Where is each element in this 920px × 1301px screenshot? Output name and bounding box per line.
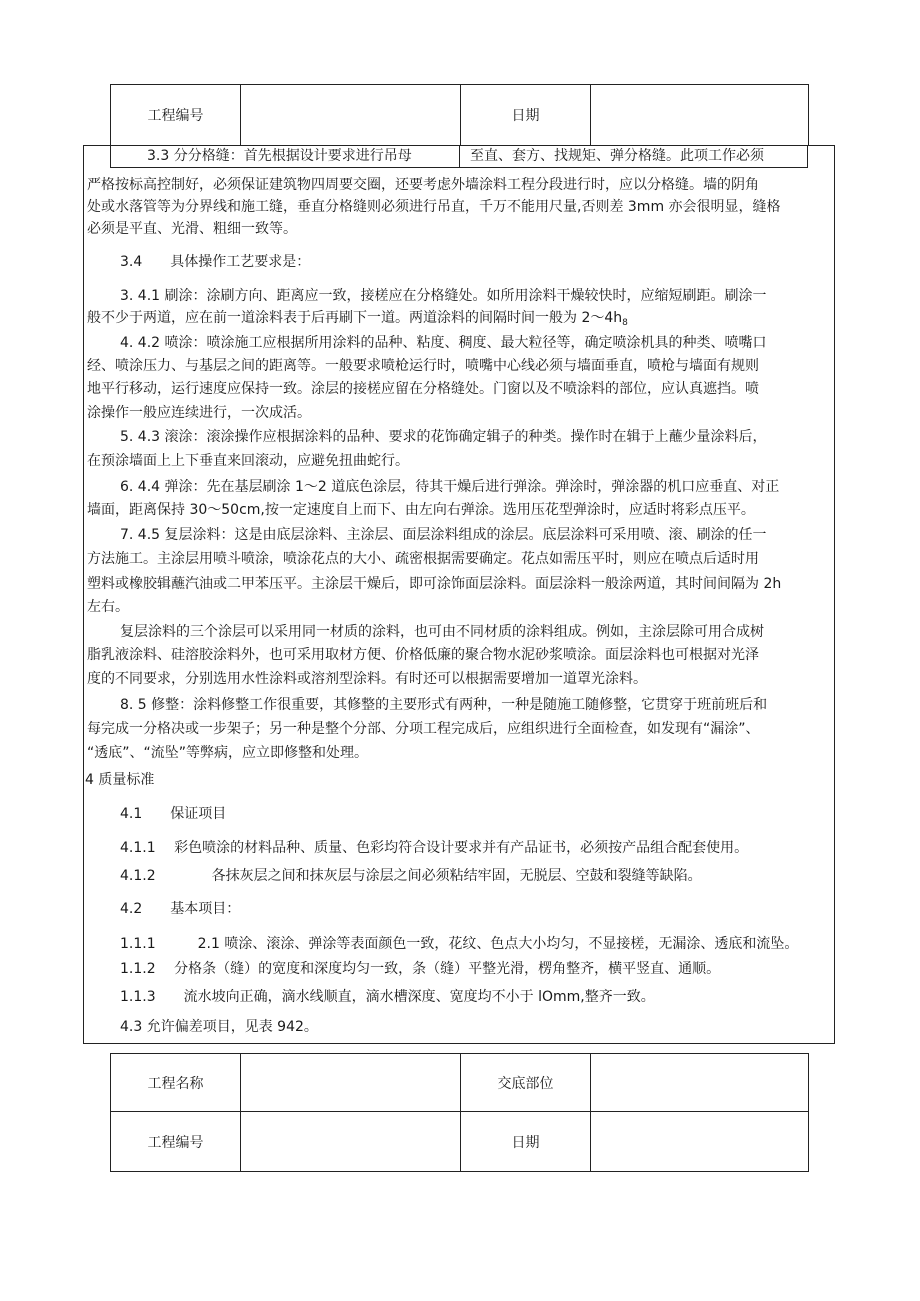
body-line: 经、喷涂压力、与基层之间的距离等。一般要求喷枪运行时，喷嘴中心线必须与墙面垂直，喷枪与墙面有规则 <box>87 358 759 374</box>
split-row-left <box>110 145 460 168</box>
project-number-value[interactable] <box>241 85 461 146</box>
body-line: 7. 4.5 复层涂料：这是由底层涂料、主涂层、面层涂料组成的涂层。底层涂料可采用喷、滚、刷涂的任一 <box>120 527 767 543</box>
body-line: 必须是平直、光滑、粗细一致等。 <box>87 221 297 237</box>
split-left-text: 3.3 分分格缝：首先根据设计要求进行吊母 <box>147 148 412 164</box>
body-line: 1.1.2 分格条（缝）的宽度和深度均匀一致，条（缝）平整光滑，楞角整齐，横平竖直、通顺。 <box>120 961 721 977</box>
body-line: 每完成一分格决或一步架子；另一种是整个分部、分项工程完成后，应组织进行全面检查，如发现有“漏涂”、 <box>87 721 760 737</box>
split-row-right <box>460 145 808 168</box>
body-line: 4.1.2 各抹灰层之间和抹灰层与涂层之间必须粘结牢固，无脱层、空鼓和裂缝等缺陷。 <box>120 868 702 884</box>
body-line: 4.1.1 彩色喷涂的材料品种、质量、色彩均符合设计要求并有产品证书，必须按产品组合配套使用。 <box>120 840 749 856</box>
body-line: 1.1.1 2.1 喷涂、滚涂、弹涂等表面颜色一致，花纹、色点大小均匀，不显接槎，无漏涂、透底和流坠。 <box>120 936 799 952</box>
project-number-value[interactable] <box>241 1112 461 1172</box>
body-line: 在预涂墙面上上下垂直来回滚动，应避免扭曲蛇行。 <box>87 453 409 469</box>
body-line: “透底”、“流坠”等弊病，应立即修整和处理。 <box>87 745 369 761</box>
body-line: 般不少于两道，应在前一道涂料表于后再刷下一道。两道涂料的间隔时间一般为 $2\sim 4h_8$ <box>87 310 628 328</box>
split-right-text: 至直、套方、找规矩、弹分格缝。此项工作必须 <box>470 148 764 164</box>
body-line: 严格按标高控制好，必须保证建筑物四周要交圈，还要考虑外墙涂料工程分段进行时，应以分格缝。墙的阴角 <box>87 177 759 193</box>
body-line: 左右。 <box>87 599 129 615</box>
body-line: 度的不同要求，分别选用水性涂料或溶剂型涂料。有时还可以根据需要增加一道罩光涂料。 <box>87 671 647 687</box>
handover-part-label: 交底部位 <box>461 1054 591 1112</box>
subsection-heading: 4.2 基本项目： <box>120 901 241 917</box>
body-line: 8. 5 修整：涂料修整工作很重要，其修整的主要形式有两种，一种是随施工随修整，它贯穿于班前班后和 <box>120 697 768 713</box>
handover-part-value[interactable] <box>591 1054 809 1112</box>
body-line: 1.1.3 流水坡向正确，滴水线顺直，滴水槽深度、宽度均不小于 lOmm,整齐一致。 <box>120 989 655 1005</box>
subscript-marker: 8 <box>622 318 628 328</box>
section-heading: 4 质量标准 <box>85 772 155 788</box>
header-table <box>110 84 809 146</box>
project-number-label: 工程编号 <box>111 85 241 146</box>
body-line: 3. 4.1 刷涂：涂刷方向、距离应一致，接槎应在分格缝处。如所用涂料干燥较快时，应缩短刷距。刷涂一 <box>120 288 767 304</box>
project-name-value[interactable] <box>241 1054 461 1112</box>
body-line: 脂乳液涂料、硅溶胶涂料外，也可采用取材方便、价格低廉的聚合物水泥砂浆喷涂。面层涂料也可根据对光泽 <box>87 647 759 663</box>
date-label: 日期 <box>461 85 591 146</box>
body-line: 4. 4.2 喷涂：喷涂施工应根据所用涂料的品种、粘度、稠度、最大粒径等，确定喷涂机具的种类、喷嘴口 <box>120 335 767 351</box>
body-line: 塑料或橡胶辑蘸汽油或二甲苯压平。主涂层干燥后，即可涂饰面层涂料。面层涂料一般涂两道，其时间间隔为 2h <box>87 576 782 592</box>
body-line: 墙面，距离保持 30～50cm,按一定速度自上而下、由左向右弹涂。选用压花型弹涂时，应适时将彩点压平。 <box>87 502 755 518</box>
body-line: 方法施工。主涂层用喷斗喷涂，喷涂花点的大小、疏密根据需要确定。花点如需压平时，则应在喷点后适时用 <box>87 551 759 567</box>
project-number-label: 工程编号 <box>111 1112 241 1172</box>
section-heading: 3.4 具体操作工艺要求是： <box>120 254 311 270</box>
body-line: 涂操作一般应连续进行，一次成活。 <box>87 405 311 421</box>
body-line: 复层涂料的三个涂层可以采用同一材质的涂料，也可由不同材质的涂料组成。例如，主涂层除可用合成树 <box>120 624 764 640</box>
project-name-label: 工程名称 <box>111 1054 241 1112</box>
date-label: 日期 <box>461 1112 591 1172</box>
footer-table <box>110 1053 809 1172</box>
body-line: 处或水落管等为分界线和施工缝，垂直分格缝则必须进行吊直，千万不能用尺量,否则差 3mm 亦会很明显，缝格 <box>87 199 781 215</box>
body-line: 5. 4.3 滚涂：滚涂操作应根据涂料的品种、要求的花饰确定辑子的种类。操作时在辑于上蘸少量涂料后， <box>120 429 767 445</box>
body-line: 地平行移动，运行速度应保持一致。涂层的接槎应留在分格缝处。门窗以及不喷涂料的部位，应认真遮挡。喷 <box>87 381 759 397</box>
date-value[interactable] <box>591 85 809 146</box>
subsection-heading: 4.1 保证项目 <box>120 806 227 822</box>
body-line: 4.3 允许偏差项目，见表 942。 <box>120 1019 318 1035</box>
date-value[interactable] <box>591 1112 809 1172</box>
body-line: 6. 4.4 弹涂：先在基层刷涂 1～2 道底色涂层，待其干燥后进行弹涂。弹涂时，弹涂器的机口应垂直、对正 <box>120 479 780 495</box>
